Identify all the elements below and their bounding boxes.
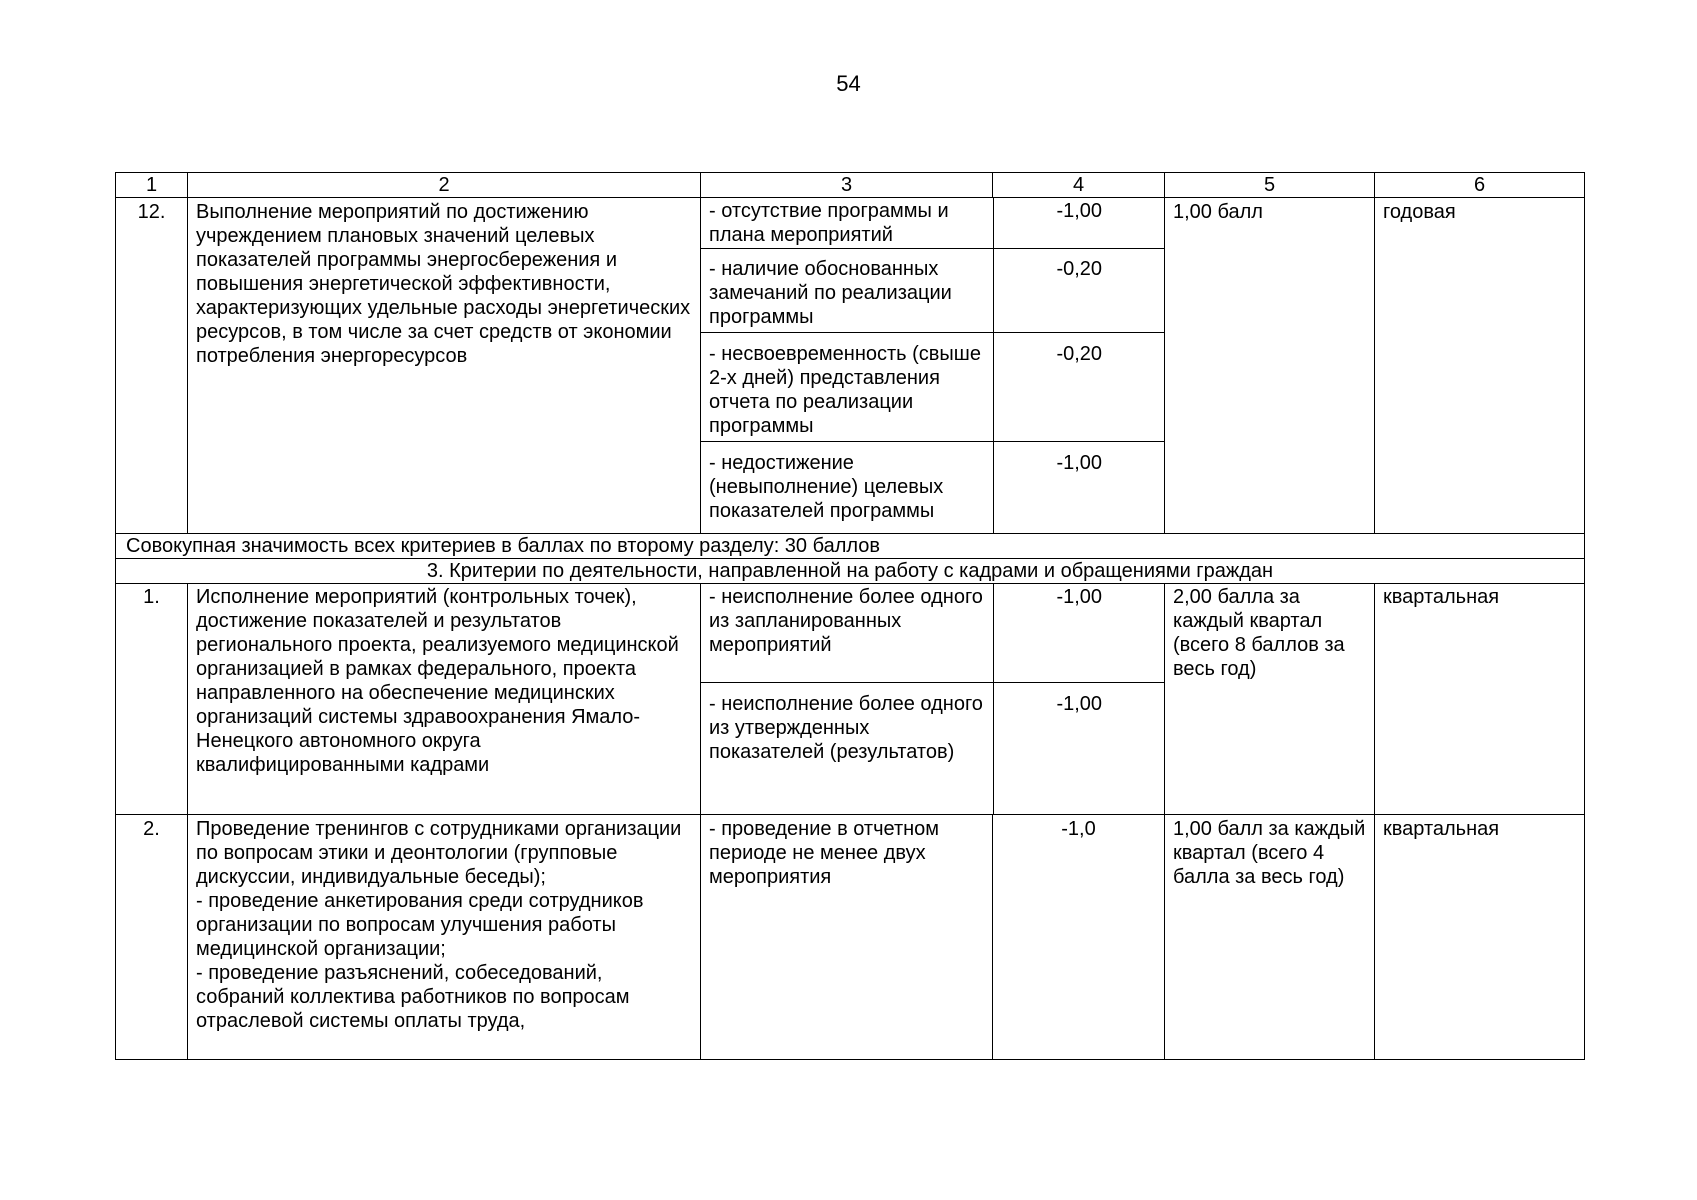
- condition-points: -1,00: [1056, 452, 1103, 474]
- col-6-header: 6: [1375, 173, 1585, 198]
- criterion-text: Проведение тренингов с сотрудниками организации по вопросам этики и деонтологии (групповые дискуссии, индивидуальные беседы); - проведение анкетирования среди сотрудников организации по вопросам улучшения работы медицинской организации; - проведение разъяснений, собеседований, собраний коллектива работников по вопросам отраслевой системы оплаты труда,: [188, 815, 701, 1060]
- conditions-cell: [701, 584, 1165, 815]
- row-number: 12.: [116, 198, 188, 534]
- condition-text: - недостижение (невыполнение) целевых показателей программы: [701, 442, 993, 534]
- row-number: 1.: [116, 584, 188, 815]
- conditions-cell: [701, 198, 1165, 534]
- period: квартальная: [1375, 815, 1585, 1060]
- condition-text: - проведение в отчетном периоде не менее двух мероприятия: [701, 815, 993, 1060]
- condition-text: - несвоевременность (свыше 2-х дней) представления отчета по реализации программы: [701, 333, 993, 442]
- table-row-12: [116, 198, 1585, 534]
- condition-text: - наличие обоснованных замечаний по реализации программы: [701, 249, 993, 333]
- condition-text: - неисполнение более одного из утвержденных показателей (результатов): [701, 682, 993, 814]
- section-3-title: 3. Критерии по деятельности, направленной на работу с кадрами и обращениями граждан: [116, 559, 1585, 584]
- page-number: 54: [836, 71, 861, 96]
- table-row-2: [116, 815, 1585, 1060]
- max-score: 1,00 балл: [1165, 198, 1375, 534]
- period: квартальная: [1375, 584, 1585, 815]
- condition-text: - отсутствие программы и плана мероприятий: [701, 198, 993, 249]
- max-score: 1,00 балл за каждый квартал (всего 4 балла за весь год): [1165, 815, 1375, 1060]
- row-number: 2.: [116, 815, 188, 1060]
- section-2-total: Совокупная значимость всех критериев в баллах по второму разделу: 30 баллов: [116, 534, 1585, 559]
- section-title-row: [116, 559, 1585, 584]
- criteria-table: [115, 172, 1585, 1060]
- condition-points: -1,0: [993, 815, 1165, 1060]
- condition-points: -1,00: [1056, 692, 1103, 715]
- condition-points: -0,20: [993, 333, 1165, 442]
- col-4-header: 4: [993, 173, 1165, 198]
- criterion-text: Выполнение мероприятий по достижению учреждением плановых значений целевых показателей программы энергосбережения и повышения энергетической эффективности, характеризующих удельные расходы энергетических ресурсов, в том числе за счет средств от экономии потребления энергоресурсов: [188, 198, 701, 534]
- col-2-header: 2: [188, 173, 701, 198]
- condition-points: -1,00: [993, 198, 1165, 249]
- section-total-row: [116, 534, 1585, 559]
- condition-points: -0,20: [993, 249, 1165, 333]
- table-row-1: [116, 584, 1585, 815]
- period: годовая: [1375, 198, 1585, 534]
- col-3-header: 3: [701, 173, 993, 198]
- condition-points: -1,00: [993, 584, 1165, 682]
- condition-text: - неисполнение более одного из запланированных мероприятий: [701, 584, 993, 682]
- max-score: 2,00 балла за каждый квартал (всего 8 баллов за весь год): [1165, 584, 1375, 815]
- column-number-row: [116, 173, 1585, 198]
- col-1-header: 1: [116, 173, 188, 198]
- criterion-text: Исполнение мероприятий (контрольных точек), достижение показателей и результатов регионального проекта, реализуемого медицинской организацией в рамках федерального, проекта направленного на обеспечение медицинских организаций системы здравоохранения Ямало-Ненецкого автономного округа квалифицированными кадрами: [188, 584, 701, 815]
- col-5-header: 5: [1165, 173, 1375, 198]
